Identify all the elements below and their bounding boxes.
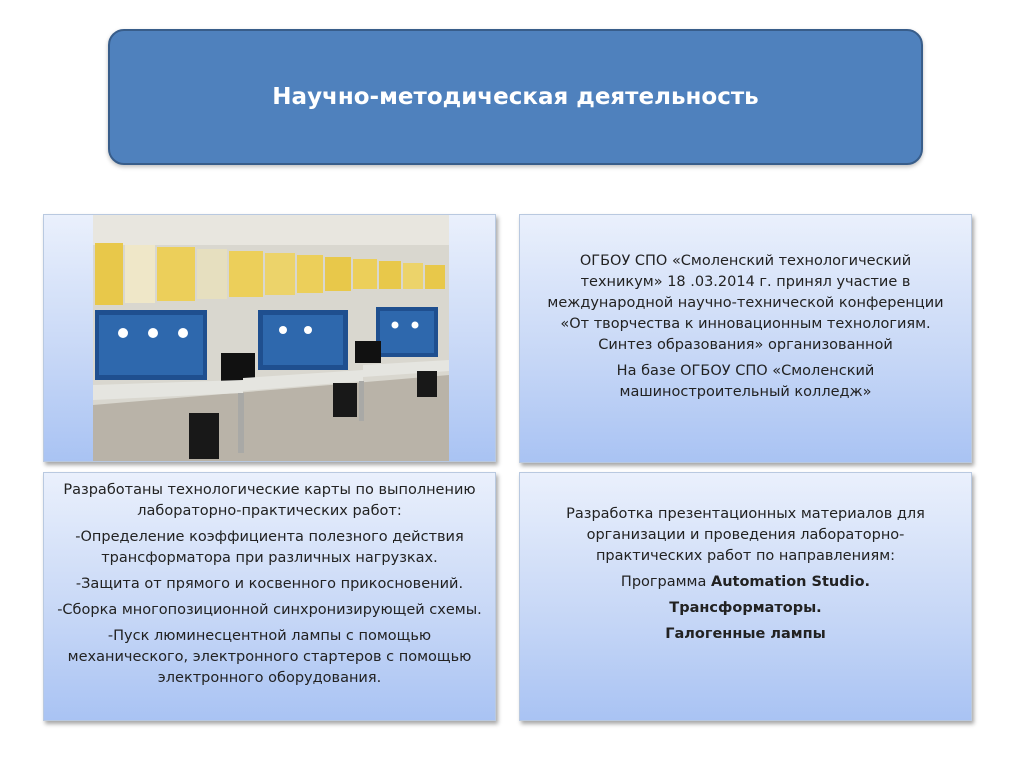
conference-text: ОГБОУ СПО «Смоленский технологический техникум» 18 .03.2014 г. принял участие в международной научно-технической конференции «От творчества к инновационным технологиям. Синтез образования» организованной [547,253,944,354]
list-item: -Определение коэффициента полезного действия трансформатора при различных нагрузках. [75,529,464,567]
presentations-intro: Разработка презентационных материалов для организации и проведения лабораторно-практических работ по направлениям: [566,506,925,565]
photo-panel [43,214,496,462]
lab-maps-panel [43,472,496,721]
program-prefix: Программа [620,574,711,591]
topic-item: Галогенные лампы [665,626,826,643]
page-title: Научно-методическая деятельность [272,84,759,110]
topic-item: Трансформаторы. [669,600,822,617]
conference-venue: На базе ОГБОУ СПО «Смоленский машиностроительный колледж» [616,363,875,401]
program-line [540,572,951,593]
lab-maps-intro: Разработаны технологические карты по выполнению лабораторно-практических работ: [63,482,476,520]
list-item: -Пуск люминесцентной лампы с помощью механического, электронного стартеров с помощью электронного оборудования. [67,628,472,687]
list-item: -Сборка многопозиционной синхронизирующей схемы. [57,602,482,619]
presentations-panel [519,472,972,721]
title-banner [108,29,923,165]
conference-panel [519,214,972,463]
program-name: Automation Studio. [710,574,871,591]
list-item: -Защита от прямого и косвенного прикосновений. [75,576,464,593]
lab-photo [93,215,449,461]
